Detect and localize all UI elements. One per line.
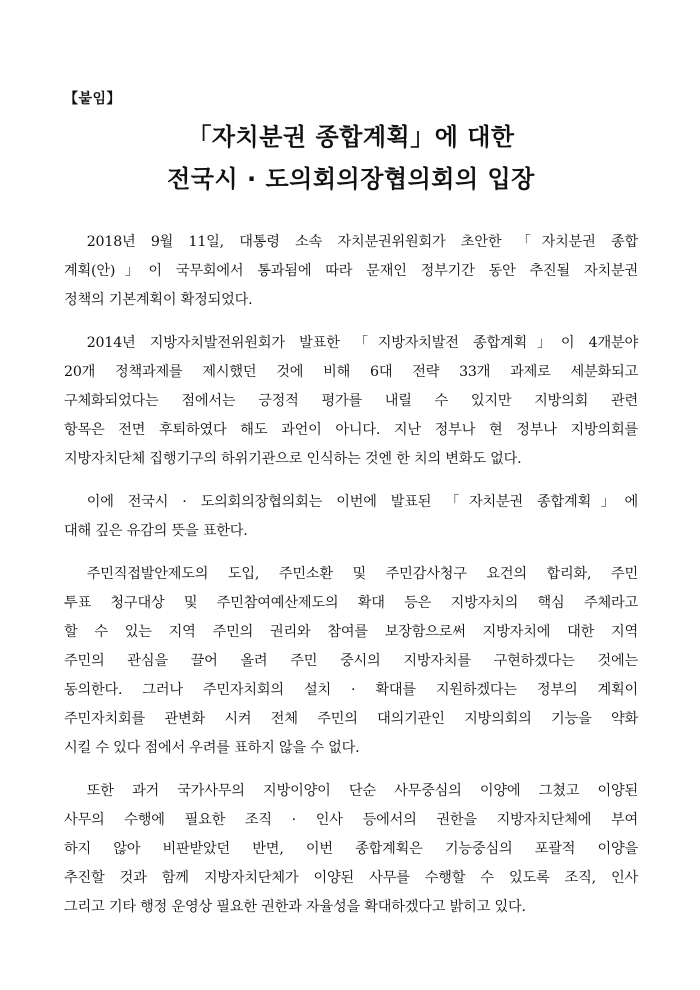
body-paragraph-3 [64, 488, 638, 546]
document-title [64, 116, 638, 200]
paragraph-line: 주민의 관심을 끌어 올려 주민 중시의 지방자치를 구현하겠다는 것에는 [64, 653, 638, 669]
paragraph-line: 그리고 기타 행정 운영상 필요한 권한과 자율성을 확대하겠다고 밝히고 있다. [64, 899, 526, 915]
paragraph-line: 2014년 지방자치발전위원회가 발표한 「지방자치발전 종합계획」이 4개분야 [86, 335, 638, 351]
paragraph-line: 동의한다. 그러나 주민자치회의 설치 · 확대를 지원하겠다는 정부의 계획이 [64, 682, 638, 698]
document-body [64, 228, 638, 922]
paragraph-line: 주민자치회를 관변화 시켜 전체 주민의 대의기관인 지방의회의 기능을 약화 [64, 711, 638, 727]
title-line-2: 전국시 · 도의회의장협의회의 입장 [167, 165, 535, 193]
paragraph-line: 대해 깊은 유감의 뜻을 표한다. [64, 523, 248, 539]
paragraph-line: 2018년 9월 11일, 대통령 소속 자치분권위원회가 초안한 「자치분권 종합 [86, 234, 638, 250]
paragraph-line: 이에 전국시 · 도의회의장협의회는 이번에 발표된 「자치분권 종합계획」에 [86, 494, 638, 510]
paragraph-line: 사무의 수행에 필요한 조직 · 인사 등에서의 권한을 지방자치단체에 부여 [64, 812, 638, 828]
body-paragraph-4 [64, 560, 638, 763]
body-paragraph-1 [64, 228, 638, 315]
paragraph-line: 또한 과거 국가사무의 지방이양이 단순 사무중심의 이양에 그쳤고 이양된 [86, 783, 638, 799]
paragraph-line: 추진할 것과 함께 지방자치단체가 이양된 사무를 수행할 수 있도록 조직, 인사 [64, 870, 638, 886]
paragraph-line: 지방자치단체 집행기구의 하위기관으로 인식하는 것엔 한 치의 변화도 없다. [64, 451, 522, 467]
body-paragraph-5 [64, 777, 638, 922]
paragraph-line: 계획(안)」이 국무회에서 통과됨에 따라 문재인 정부기간 동안 추진될 자치분권 [64, 263, 638, 279]
paragraph-line: 항목은 전면 후퇴하였다 해도 과언이 아니다. 지난 정부나 현 정부나 지방의회를 [64, 422, 638, 438]
paragraph-line: 정책의 기본계획이 확정되었다. [64, 292, 253, 308]
paragraph-line: 주민직접발안제도의 도입, 주민소환 및 주민감사청구 요건의 합리화, 주민 [86, 566, 638, 582]
paragraph-line: 구체화되었다는 점에서는 긍정적 평가를 내릴 수 있지만 지방의회 관련 [64, 393, 638, 409]
paragraph-line: 20개 정책과제를 제시했던 것에 비해 6대 전략 33개 과제로 세분화되고 [64, 364, 638, 380]
attachment-label: 【붙임】 [64, 91, 122, 107]
paragraph-line: 할 수 있는 지역 주민의 권리와 참여를 보장함으로써 지방자치에 대한 지역 [64, 624, 638, 640]
paragraph-line: 하지 않아 비판받았던 반면, 이번 종합계획은 기능중심의 포괄적 이양을 [64, 841, 638, 857]
paragraph-line: 시킬 수 있다 점에서 우려를 표하지 않을 수 없다. [64, 740, 360, 756]
paragraph-line: 투표 청구대상 및 주민참여예산제도의 확대 등은 지방자치의 핵심 주체라고 [64, 595, 638, 611]
body-paragraph-2 [64, 329, 638, 474]
title-line-1: 「자치분권 종합계획」에 대한 [187, 123, 515, 151]
